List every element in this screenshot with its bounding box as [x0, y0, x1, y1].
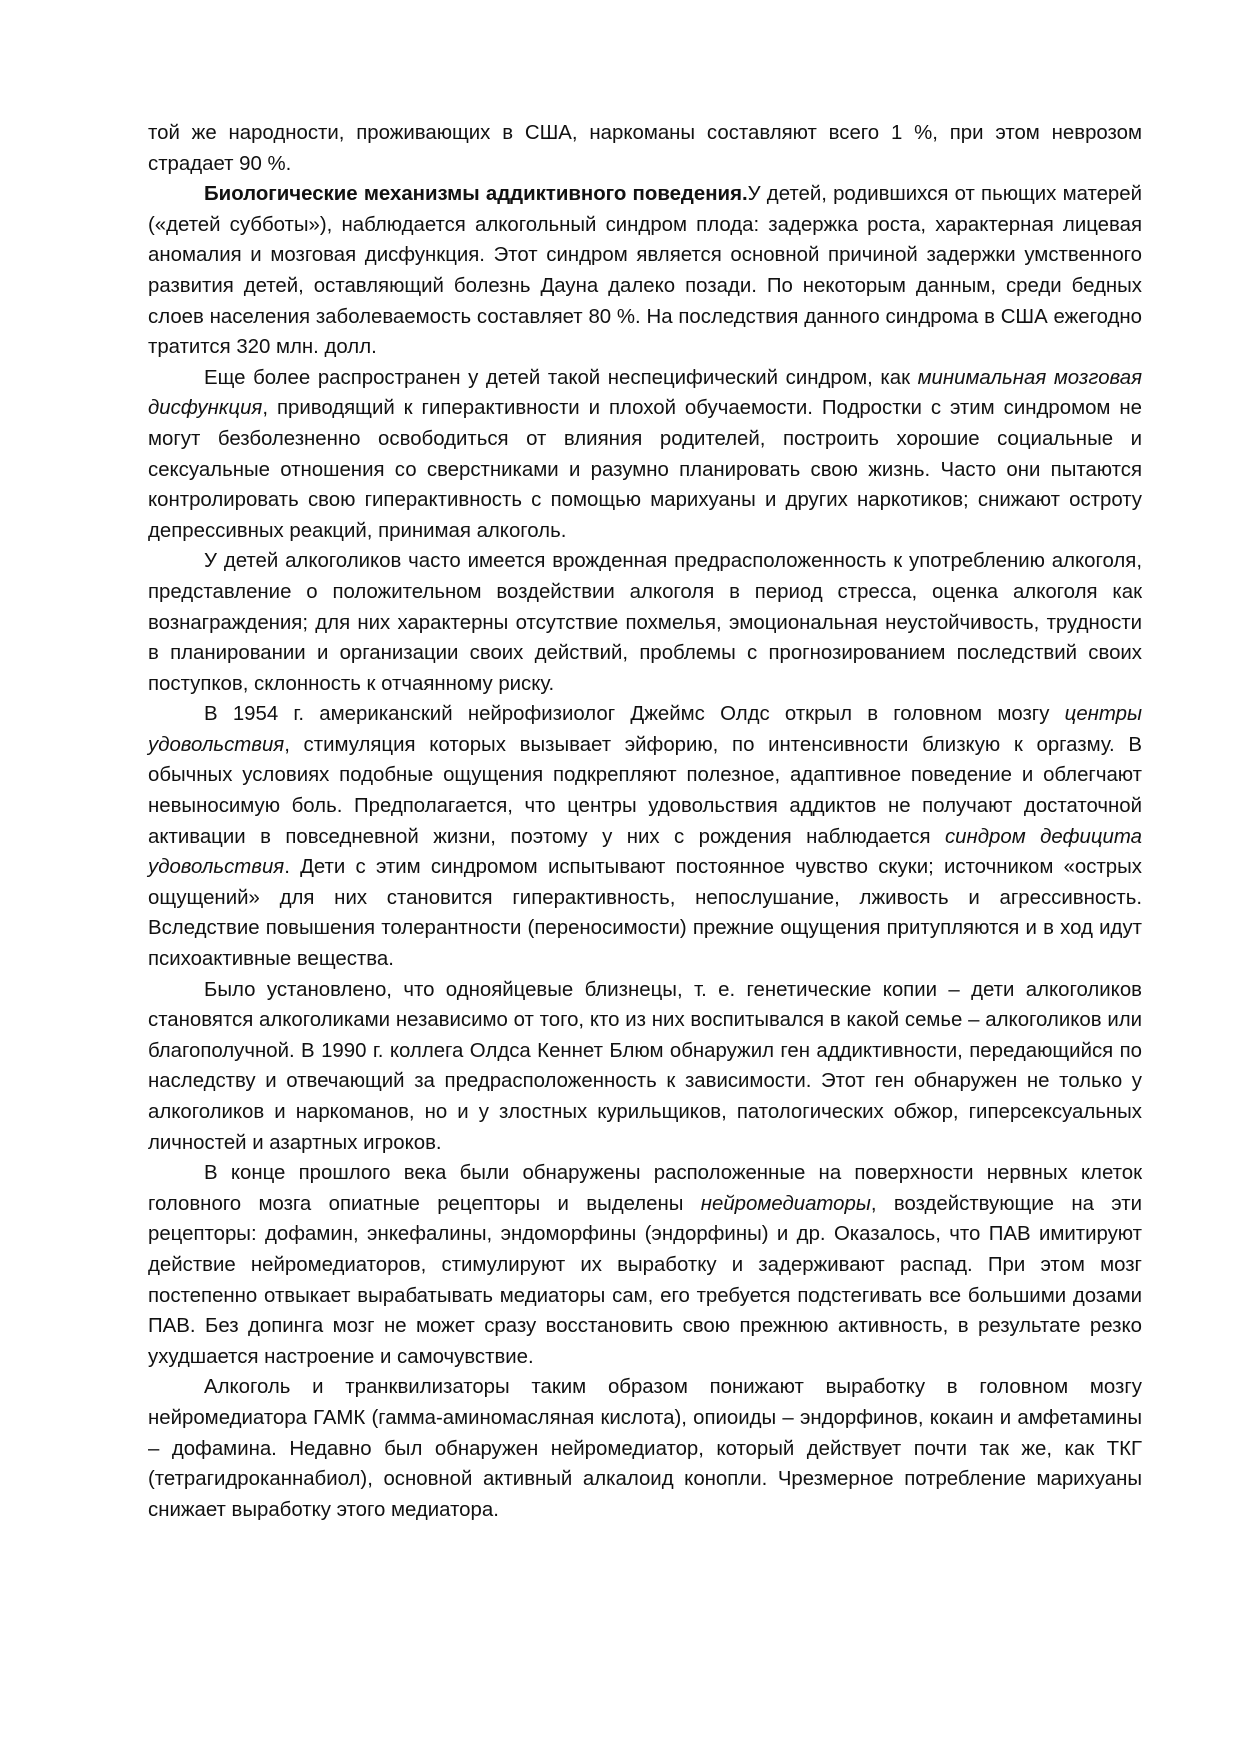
paragraph-1: [148, 118, 1142, 179]
paragraph-2: [148, 179, 1142, 363]
paragraph-6: [148, 975, 1142, 1159]
italic-term: синдром дефицита удовольствия: [148, 825, 1142, 879]
paragraph-text: той же народности, проживающих в США, наркоманы составляют всего 1 %, при этом неврозом страдает 90 %.: [148, 122, 1142, 175]
italic-term: минимальная мозговая дисфункция: [148, 366, 1142, 420]
paragraph-text: Было установлено, что однояйцевые близнецы, т. е. генетические копии – дети алкоголиков становятся алкоголиками независимо от того, кто из них воспитывался в какой семье – алкоголиков или благополучной. В 1990 г. коллега Олдса Кеннет Блюм обнаружил ген аддиктивности, передающийся по наследству и отвечающий за предрасположенность к зависимости. Этот ген обнаружен не только у алкоголиков и наркоманов, но и у злостных курильщиков, патологических обжор, гиперсексуальных личностей и азартных игроков.: [148, 978, 1142, 1154]
document-page: [148, 118, 1142, 1525]
paragraph-text: У детей алкоголиков часто имеется врожденная предрасположенность к употреблению алкоголя, представление о положительном воздействии алкоголя в период стресса, оценка алкоголя как вознаграждения; для них характерны отсутствие похмелья, эмоциональная неустойчивость, трудности в планировании и организации своих действий, проблемы с прогнозированием последствий своих поступков, склонность к отчаянному риску.: [148, 550, 1142, 695]
paragraph-text: Алкоголь и транквилизаторы таким образом понижают выработку в головном мозгу нейромедиатора ГАМК (гамма-аминомасляная кислота), опиоиды – эндорфинов, кокаин и амфетамины – дофамина. Недавно был обнаружен нейромедиатор, который действует почти так же, как ТКГ (тетрагидроканнабиол), основной активный алкалоид конопли. Чрезмерное потребление марихуаны снижает выработку этого медиатора.: [148, 1376, 1142, 1521]
paragraph-5: [148, 699, 1142, 974]
paragraph-text: , стимуляция которых вызывает эйфорию, по интенсивности близкую к оргазму. В обычных условиях подобные ощущения подкрепляют полезное, адаптивное поведение и облегчают невыносимую боль. Предполагается, что центры удовольствия аддиктов не получают достаточной активации в повседневной жизни, поэтому у них с рождения наблюдается: [148, 733, 1142, 848]
section-heading: Биологические механизмы аддиктивного поведения.: [204, 183, 748, 206]
italic-term: нейромедиаторы: [700, 1192, 871, 1215]
paragraph-4: [148, 546, 1142, 699]
paragraph-8: [148, 1372, 1142, 1525]
paragraph-text: . Дети с этим синдромом испытывают постоянное чувство скуки; источником «острых ощущений» для них становится гиперактивность, непослушание, лживость и агрессивность. Вследствие повышения толерантности (переносимости) прежние ощущения притупляются и в ход идут психоактивные вещества.: [148, 856, 1142, 971]
paragraph-text: У детей, родившихся от пьющих матерей («детей субботы»), наблюдается алкогольный синдром плода: задержка роста, характерная лицевая аномалия и мозговая дисфункция. Этот синдром является основной причиной задержки умственного развития детей, оставляющий болезнь Дауна далеко позади. По некоторым данным, среди бедных слоев населения заболеваемость составляет 80 %. На последствия данного синдрома в США ежегодно тратится 320 млн. долл.: [148, 183, 1142, 359]
paragraph-text: , воздействующие на эти рецепторы: дофамин, энкефалины, эндоморфины (эндорфины) и др. Оказалось, что ПАВ имитируют действие нейромедиаторов, стимулируют их выработку и задерживают распад. При этом мозг постепенно отвыкает вырабатывать медиаторы сам, его требуется подстегивать все большими дозами ПАВ. Без допинга мозг не может сразу восстановить свою прежнюю активность, в результате резко ухудшается настроение и самочувствие.: [148, 1192, 1142, 1368]
paragraph-text: Еще более распространен у детей такой неспецифический синдром, как: [204, 366, 918, 389]
italic-term: центры удовольствия: [148, 703, 1142, 756]
paragraph-text: В 1954 г. американский нейрофизиолог Джеймс Олдс открыл в головном мозгу: [204, 703, 1065, 726]
paragraph-text: , приводящий к гиперактивности и плохой обучаемости. Подростки с этим синдромом не могут безболезненно освободиться от влияния родителей, построить хорошие социальные и сексуальные отношения со сверстниками и разумно планировать свою жизнь. Часто они пытаются контролировать свою гиперактивность с помощью марихуаны и других наркотиков; снижают остроту депрессивных реакций, принимая алкоголь.: [148, 397, 1142, 542]
paragraph-3: [148, 363, 1142, 547]
paragraph-text: В конце прошлого века были обнаружены расположенные на поверхности нервных клеток головного мозга опиатные рецепторы и выделены: [148, 1162, 1142, 1215]
paragraph-7: [148, 1158, 1142, 1372]
